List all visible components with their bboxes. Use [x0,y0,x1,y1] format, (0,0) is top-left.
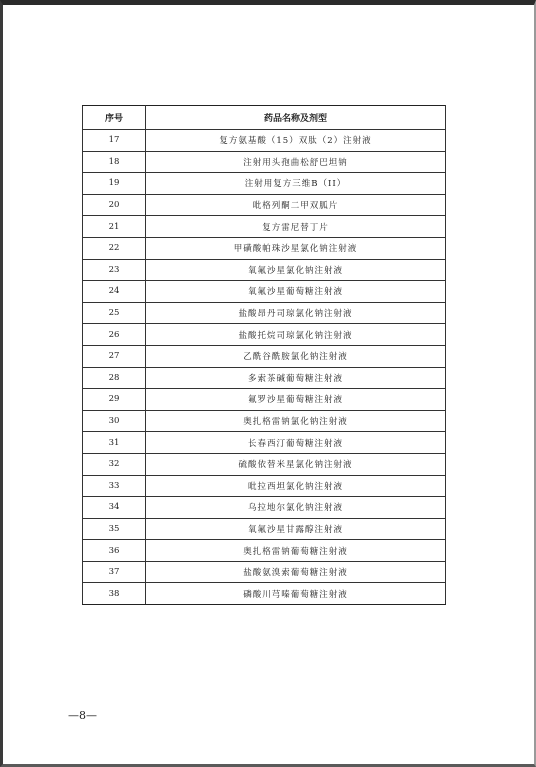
row-serial-number: 22 [83,237,146,259]
row-serial-number: 35 [83,518,146,540]
row-serial-number: 30 [83,410,146,432]
row-serial-number: 23 [83,259,146,281]
table-row [83,151,446,173]
row-serial-number: 17 [83,130,146,152]
row-drug-name: 甲磺酸帕珠沙星氯化钠注射液 [146,237,446,259]
row-serial-number: 36 [83,540,146,562]
row-serial-number: 29 [83,389,146,411]
page-number: —8— [68,709,97,722]
row-drug-name: 氧氟沙星甘露醇注射液 [146,518,446,540]
table-row [83,194,446,216]
row-drug-name: 氧氟沙星氯化钠注射液 [146,259,446,281]
row-drug-name: 吡拉西坦氯化钠注射液 [146,475,446,497]
table-row [83,216,446,238]
row-drug-name: 氟罗沙星葡萄糖注射液 [146,389,446,411]
row-serial-number: 32 [83,453,146,475]
row-serial-number: 20 [83,194,146,216]
table-row [83,345,446,367]
table-row [83,130,446,152]
row-serial-number: 21 [83,216,146,238]
table-row [83,561,446,583]
table-header-row [83,106,446,130]
row-drug-name: 乌拉地尔氯化钠注射液 [146,497,446,519]
drug-list-table [82,105,446,605]
row-drug-name: 奥扎格雷钠氯化钠注射液 [146,410,446,432]
row-drug-name: 长春西汀葡萄糖注射液 [146,432,446,454]
table-row [83,410,446,432]
row-serial-number: 19 [83,173,146,195]
table-row [83,453,446,475]
table-row [83,281,446,303]
table-row [83,475,446,497]
table-row [83,237,446,259]
row-serial-number: 34 [83,497,146,519]
table-row [83,518,446,540]
row-serial-number: 25 [83,302,146,324]
row-drug-name: 盐酸氨溴索葡萄糖注射液 [146,561,446,583]
row-drug-name: 盐酸昂丹司琼氯化钠注射液 [146,302,446,324]
table-row [83,432,446,454]
row-drug-name: 氧氟沙星葡萄糖注射液 [146,281,446,303]
row-drug-name: 奥扎格雷钠葡萄糖注射液 [146,540,446,562]
table-row [83,302,446,324]
table-row [83,367,446,389]
table-row [83,389,446,411]
table-row [83,259,446,281]
row-drug-name: 注射用复方三维B（II） [146,173,446,195]
row-serial-number: 27 [83,345,146,367]
table-row [83,583,446,605]
row-serial-number: 31 [83,432,146,454]
row-drug-name: 吡格列酮二甲双胍片 [146,194,446,216]
table-row [83,540,446,562]
row-drug-name: 复方氨基酸（15）双肽（2）注射液 [146,130,446,152]
row-serial-number: 24 [83,281,146,303]
row-drug-name: 盐酸托烷司琼氯化钠注射液 [146,324,446,346]
table-row [83,497,446,519]
header-drug-name: 药品名称及剂型 [146,106,446,130]
row-serial-number: 28 [83,367,146,389]
row-drug-name: 多索茶碱葡萄糖注射液 [146,367,446,389]
table-row [83,173,446,195]
row-drug-name: 乙酰谷酰胺氯化钠注射液 [146,345,446,367]
table-row [83,324,446,346]
row-serial-number: 38 [83,583,146,605]
row-serial-number: 37 [83,561,146,583]
row-drug-name: 复方雷尼替丁片 [146,216,446,238]
table-body [83,130,446,605]
row-serial-number: 33 [83,475,146,497]
row-drug-name: 磷酸川芎嗪葡萄糖注射液 [146,583,446,605]
row-serial-number: 26 [83,324,146,346]
header-serial-number: 序号 [83,106,146,130]
row-drug-name: 注射用头孢曲松舒巴坦钠 [146,151,446,173]
row-serial-number: 18 [83,151,146,173]
row-drug-name: 硫酸依替米星氯化钠注射液 [146,453,446,475]
